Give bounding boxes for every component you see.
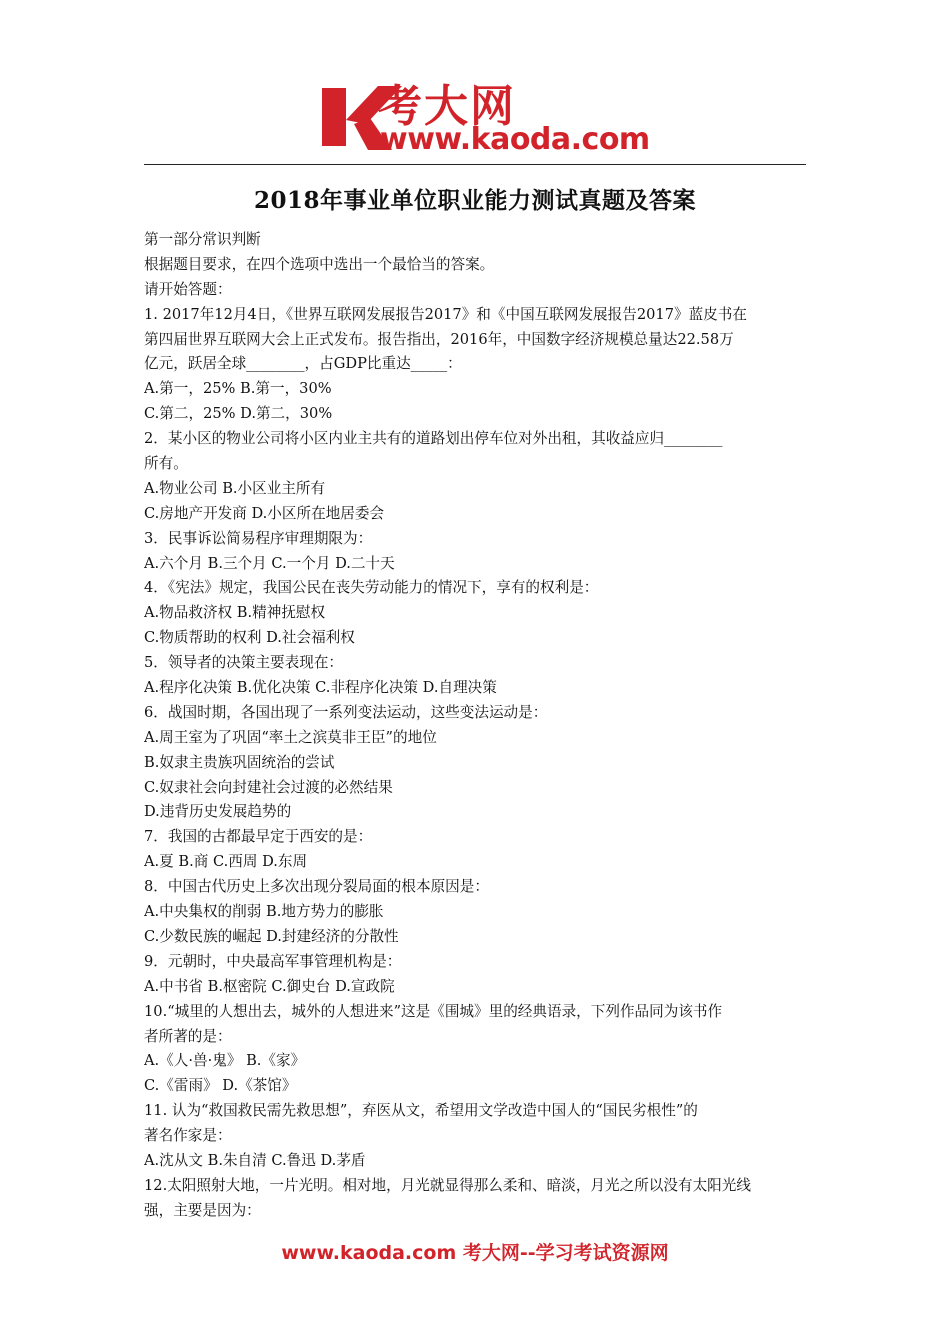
text-line: A.第一，25% B.第一，30% — [144, 380, 332, 398]
text-line: A.物品救济权 B.精神抚慰权 — [144, 604, 326, 622]
text-line: 9．元朝时，中央最高军事管理机构是： — [144, 952, 402, 970]
text-line: B.奴隶主贵族巩固统治的尝试 — [144, 753, 335, 771]
text-line: C.物质帮助的权利 D.社会福利权 — [144, 629, 355, 647]
text-line: A.《人·兽·鬼》 B.《家》 — [144, 1052, 306, 1070]
page-title: 2018年事业单位职业能力测试真题及答案 — [253, 187, 696, 214]
text-line: C.第二，25% D.第二，30% — [144, 405, 333, 423]
text-line: 2．某小区的物业公司将小区内业主共有的道路划出停车位对外出租，其收益应归________ — [144, 430, 723, 448]
text-line: 1. 2017年12月4日，《世界互联网发展报告2017》和《中国互联网发展报告2017》蓝皮书在 — [144, 305, 747, 323]
text-line: 3．民事诉讼简易程序审理期限为： — [144, 529, 373, 547]
text-line: 著名作家是： — [144, 1127, 232, 1145]
logo-chinese-text: 考大网 — [378, 81, 516, 132]
text-line: 强，主要是因为： — [144, 1201, 261, 1219]
text-line: 12.太阳照射大地，一片光明。相对地，月光就显得那么柔和、暗淡，月光之所以没有太阳光线 — [144, 1176, 751, 1194]
text-line: A.周王室为了巩固“率土之滨莫非王臣”的地位 — [144, 728, 437, 746]
text-line: A.夏 B.商 C.西周 D.东周 — [144, 853, 308, 871]
text-line: 6．战国时期，各国出现了一系列变法运动，这些变法运动是： — [144, 703, 548, 721]
text-line: C.《雷雨》 D.《茶馆》 — [144, 1077, 297, 1095]
text-line: C.房地产开发商 D.小区所在地居委会 — [144, 504, 385, 522]
footer-text: www.kaoda.com 考大网--学习考试资源网 — [281, 1242, 669, 1264]
text-line: 第四届世界互联网大会上正式发布。报告指出，2016年，中国数字经济规模总量达22.58万 — [144, 330, 734, 348]
text-line: A.沈从文 B.朱自清 C.鲁迅 D.茅盾 — [144, 1151, 366, 1169]
document-body — [144, 228, 808, 1224]
text-line: 者所著的是： — [144, 1027, 232, 1045]
text-line: C.少数民族的崛起 D.封建经济的分散性 — [144, 927, 399, 945]
text-line: 第一部分常识判断 — [144, 231, 261, 248]
text-line: A.中书省 B.枢密院 C.御史台 D.宣政院 — [144, 977, 395, 995]
text-line: 11. 认为“救国救民需先救思想”，弃医从文，希望用文学改造中国人的“国民劣根性”的 — [144, 1102, 698, 1120]
text-line: 4．《宪法》规定，我国公民在丧失劳动能力的情况下，享有的权利是： — [144, 579, 599, 597]
text-line: 所有。 — [144, 455, 188, 473]
text-line: A.物业公司 B.小区业主所有 — [144, 479, 326, 497]
text-line: 10.“城里的人想出去，城外的人想进来”这是《围城》里的经典语录，下列作品同为该书作 — [144, 1002, 723, 1020]
text-line: 7．我国的古都最早定于西安的是： — [144, 828, 373, 846]
text-line: A.程序化决策 B.优化决策 C.非程序化决策 D.自理决策 — [144, 679, 497, 697]
text-line: 根据题目要求，在四个选项中选出一个最恰当的答案。 — [144, 255, 495, 273]
logo-url-text: www.kaoda.com — [380, 122, 650, 157]
text-line: 亿元，跃居全球________，占GDP比重达_____： — [144, 355, 462, 373]
text-line: D.违背历史发展趋势的 — [144, 803, 292, 821]
text-line: 8．中国古代历史上多次出现分裂局面的根本原因是： — [144, 878, 489, 896]
text-line: A.中央集权的削弱 B.地方势力的膨胀 — [144, 903, 384, 921]
header-divider — [144, 164, 806, 165]
kaoda-logo — [318, 78, 648, 160]
text-line: 5．领导者的决策主要表现在： — [144, 654, 344, 672]
text-line: 请开始答题： — [144, 280, 232, 298]
text-line: C.奴隶社会向封建社会过渡的必然结果 — [144, 778, 393, 796]
text-line: A.六个月 B.三个月 C.一个月 D.二十天 — [144, 554, 395, 572]
